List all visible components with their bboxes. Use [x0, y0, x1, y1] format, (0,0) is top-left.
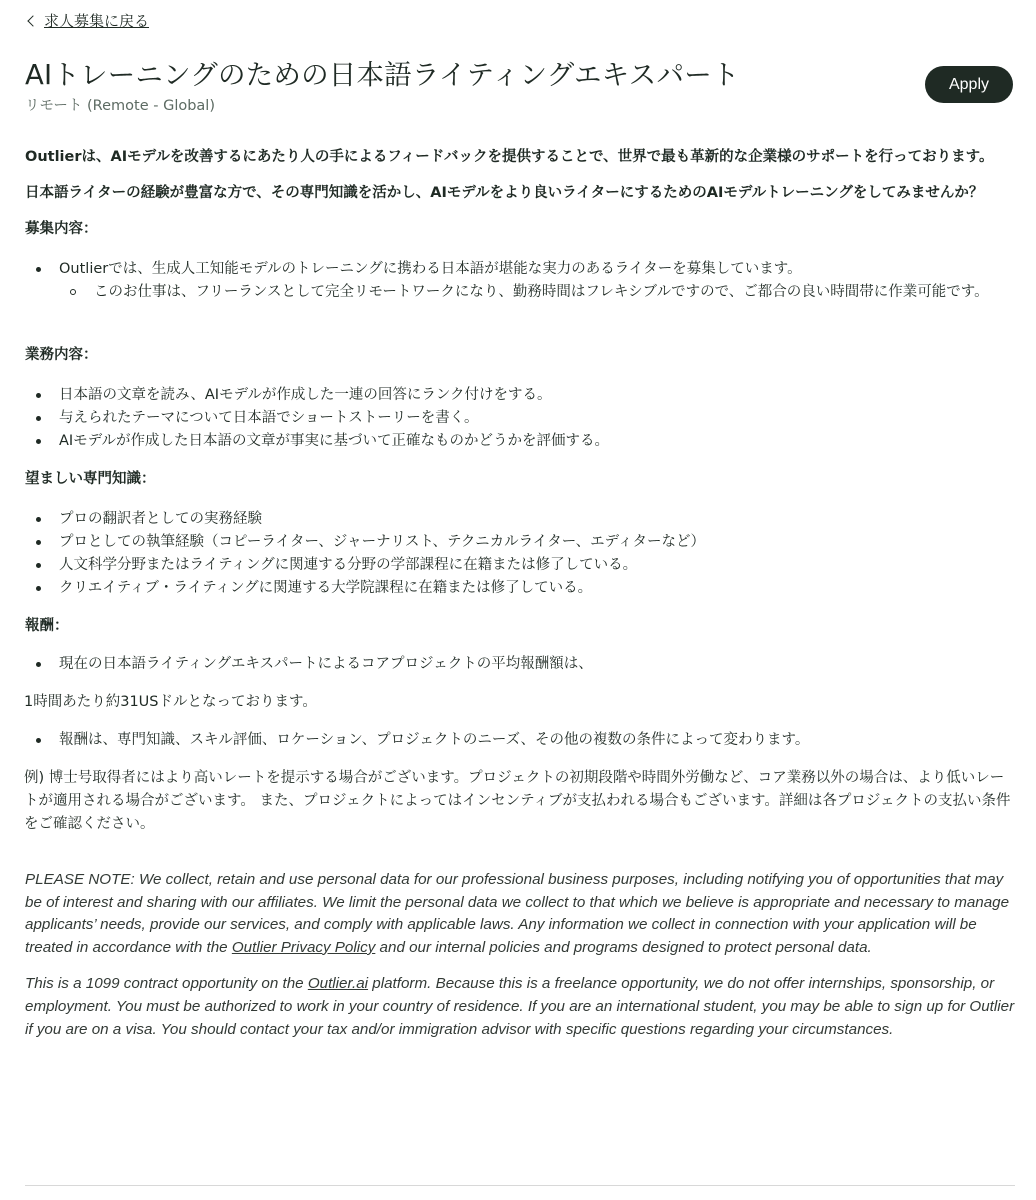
- duties-list: [25, 384, 1015, 453]
- list-item: 報酬は、専門知識、スキル評価、ロケーション、プロジェクトのニーズ、その他の複数の条件によって変わります。: [25, 729, 1015, 752]
- list-item: クリエイティブ・ライティングに関連する大学院課程に在籍または修了している。: [25, 577, 1015, 600]
- privacy-text-before: PLEASE NOTE: We collect, retain and use personal data for our professional business purposes, including notifying you of opportunities that may be of interest and sharing with our affiliates. We limit the personal data we collect to that which we believe is appropriate and necessary to manage applicants’ needs, provide our services, and comply with applicable laws. Any information we collect in connection with your application will be treated in accordance with the: [25, 871, 1010, 956]
- intro-paragraph-2: 日本語ライターの経験が豊富な方で、その専門知識を活かし、AIモデルをより良いライターにするためのAIモデルトレーニングをしてみませんか？: [25, 185, 984, 201]
- bottom-divider: [25, 1185, 1015, 1186]
- contract-text-after: platform. Because this is a freelance opportunity, we do not offer internships, sponsorship, or employment. You must be authorized to work in your country of residence. If you are an international student, you may be able to sign up for Outlier if you are on a visa. You should contact your tax and/or immigration advisor with specific questions regarding your circumstances.: [25, 975, 1015, 1038]
- sub-list-item: このお仕事は、フリーランスとして完全リモートワークになり、勤務時間はフレキシブルですので、ご都合の良い時間帯に作業可能です。: [25, 281, 1015, 304]
- contract-text-before: This is a 1099 contract opportunity on the: [25, 975, 308, 993]
- list-item: 人文科学分野またはライティングに関連する分野の学部課程に在籍または修了している。: [25, 554, 1015, 577]
- outlier-ai-link[interactable]: Outlier.ai: [307, 975, 369, 993]
- expertise-list: [25, 508, 1015, 600]
- job-title: AIトレーニングのための日本語ライティングエキスパート: [25, 59, 740, 91]
- recruitment-list: [25, 258, 1015, 304]
- duties-heading: 業務内容：: [25, 347, 98, 363]
- job-description: [25, 146, 1015, 1041]
- list-item: 現在の日本語ライティングエキスパートによるコアプロジェクトの平均報酬額は、: [25, 653, 1015, 676]
- privacy-notice: [25, 869, 1015, 959]
- back-link-label[interactable]: 求人募集に戻る: [44, 12, 150, 30]
- expertise-heading: 望ましい専門知識：: [25, 471, 156, 487]
- list-item: プロの翻訳者としての実務経験: [25, 508, 1015, 531]
- privacy-text-after: and our internal policies and programs designed to protect personal data.: [375, 938, 872, 956]
- compensation-note: 例) 博士号取得者にはより高いレートを提示する場合がございます。プロジェクトの初期段階や時間外労働など、コア業務以外の場合は、より低いレートが適用される場合がございます。 また、プロジェクトによってはインセンティブが支払われる場合もございます。詳細は各プロジェクトの支払い条件をご確認ください。: [24, 770, 1011, 832]
- list-item: 日本語の文章を読み、AIモデルが作成した一連の回答にランク付けをする。: [25, 384, 1015, 407]
- contract-notice: [25, 973, 1015, 1041]
- list-item: AIモデルが作成した日本語の文章が事実に基づいて正確なものかどうかを評価する。: [25, 430, 1015, 453]
- apply-button[interactable]: Apply: [925, 66, 1013, 103]
- privacy-policy-link[interactable]: Outlier Privacy Policy: [231, 938, 376, 956]
- intro-paragraph-1: Outlierは、AIモデルを改善するにあたり人の手によるフィードバックを提供することで、世界で最も革新的な企業様のサポートを行っております。: [25, 149, 994, 165]
- compensation-rate: 1時間あたり約31USドルとなっております。: [24, 694, 317, 710]
- recruitment-heading: 募集内容：: [25, 221, 98, 237]
- list-item: プロとしての執筆経験（コピーライター、ジャーナリスト、テクニカルライター、エディターなど）: [25, 531, 1015, 554]
- list-item: 与えられたテーマについて日本語でショートストーリーを書く。: [25, 407, 1015, 430]
- job-location: リモート (Remote - Global): [25, 98, 215, 114]
- back-to-jobs-link[interactable]: [25, 11, 149, 31]
- compensation-list-2: [25, 729, 1015, 752]
- list-item: Outlierでは、生成人工知能モデルのトレーニングに携わる日本語が堪能な実力のあるライターを募集しています。: [25, 258, 1015, 281]
- chevron-left-icon: [27, 15, 38, 26]
- compensation-heading: 報酬：: [25, 618, 69, 634]
- compensation-list: [25, 653, 1015, 676]
